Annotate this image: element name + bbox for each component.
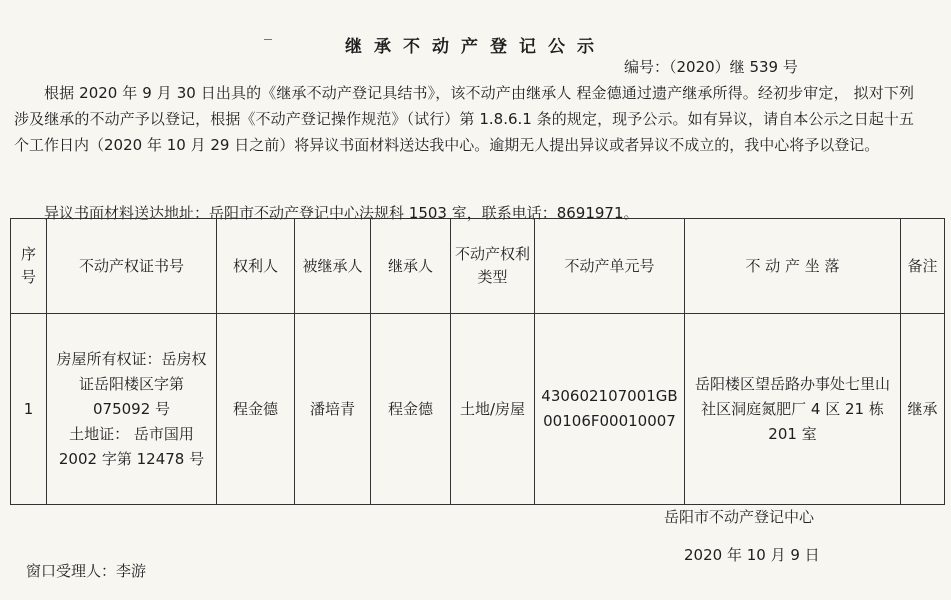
header-remarks: 备注: [901, 219, 945, 314]
cell-unit-no: 430602107001GB00106F00010007: [535, 314, 685, 505]
cell-seq: 1: [11, 314, 47, 505]
notice-body-text: 根据 2020 年 9 月 30 日出具的《继承不动产登记具结书》，该不动产由继承人 程金德通过遗产继承所得。经初步审定， 拟对下列涉及继承的不动产予以登记，根据《不动产登记操作规范》（试行）第 1.8.6.1 条的规定，现予公示。如有异议，请自本公示之日起十五个工作日内（2020 年 10 月 29 日之前）将异议书面材料送达我中心。逾期无人提出异议或者异议不成立的，我中心将予以登记。: [14, 84, 914, 154]
cell-owner: 程金德: [217, 314, 295, 505]
issue-date: 2020 年 10 月 9 日: [684, 546, 820, 564]
header-location: 不 动 产 坐 落: [685, 219, 901, 314]
cell-right-type: 土地/房屋: [451, 314, 535, 505]
registration-table: [10, 218, 945, 505]
issuer-name: 岳阳市不动产登记中心: [664, 508, 815, 526]
table-row: [11, 314, 945, 505]
cell-location: 岳阳楼区望岳路办事处七里山社区洞庭氮肥厂 4 区 21 栋 201 室: [685, 314, 901, 505]
cert-land: 土地证： 岳市国用 2002 字第 12478 号: [58, 424, 205, 468]
window-clerk: 窗口受理人：李游: [26, 562, 147, 580]
header-seq: 序号: [11, 219, 47, 314]
cell-heir: 程金德: [371, 314, 451, 505]
cell-cert-no: [47, 314, 217, 505]
header-unit-no: 不动产单元号: [535, 219, 685, 314]
header-heir: 继承人: [371, 219, 451, 314]
header-right-type: 不动产权利类型: [451, 219, 535, 314]
document-number: 编号：（2020）继 539 号: [624, 58, 798, 76]
page-title: 继承不动产登记公示: [345, 37, 606, 57]
cell-decedent: 潘培青: [295, 314, 371, 505]
cell-remarks: 继承: [901, 314, 945, 505]
cert-house: 房屋所有权证：岳房权证岳阳楼区字第 075092 号: [56, 349, 207, 418]
header-decedent: 被继承人: [295, 219, 371, 314]
objection-address: 异议书面材料送达地址：岳阳市不动产登记中心法规科 1503 室，联系电话：8691971。: [44, 204, 639, 222]
header-cert-no: 不动产权证书号: [47, 219, 217, 314]
table-header-row: [11, 219, 945, 314]
header-owner: 权利人: [217, 219, 295, 314]
